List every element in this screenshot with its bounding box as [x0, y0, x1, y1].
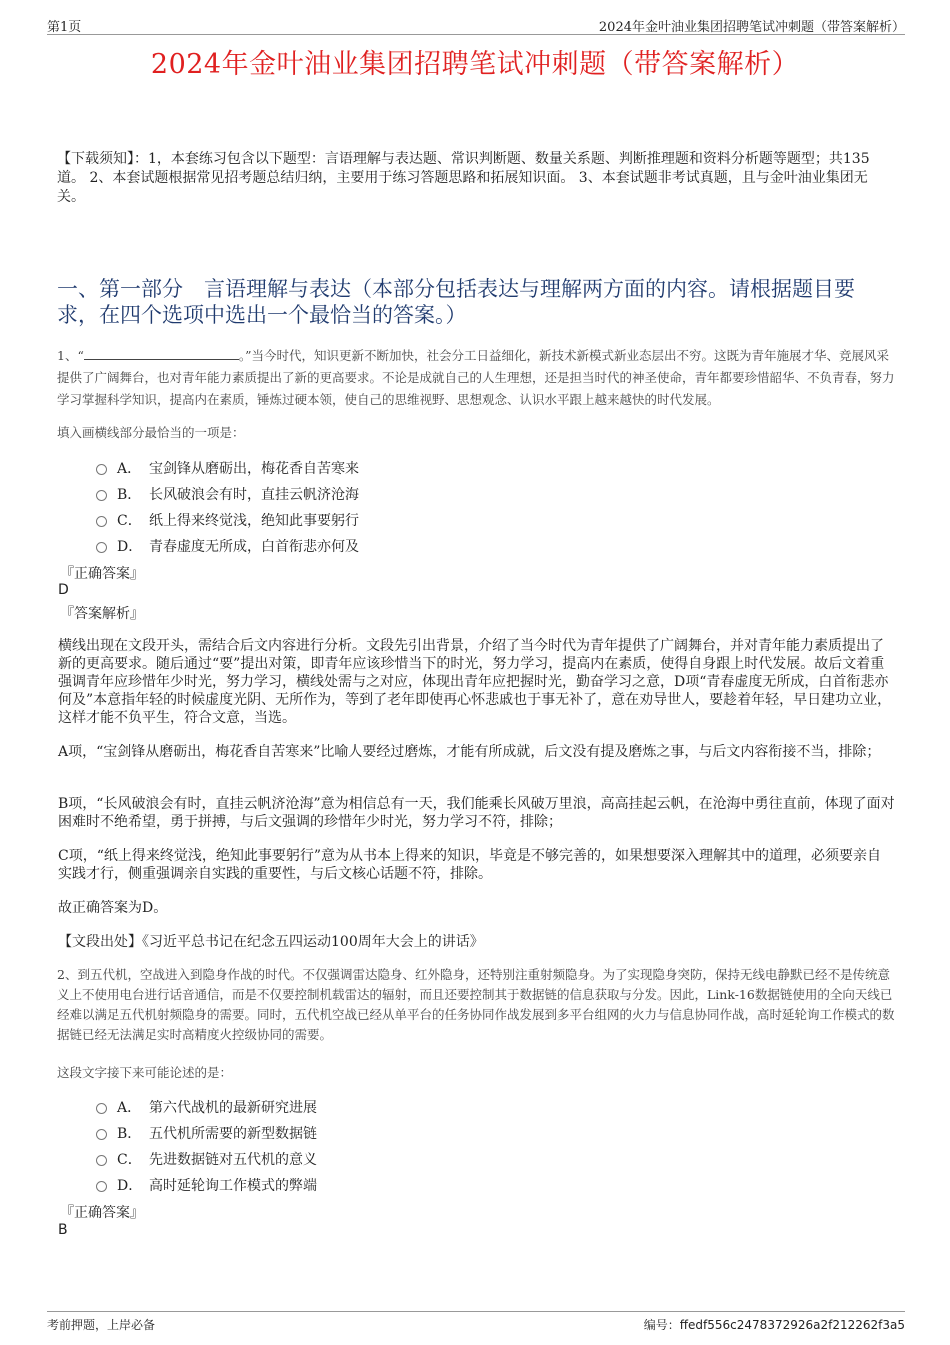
- q1-answer-label: 『正确答案』: [60, 566, 144, 582]
- question-1-stem: [57, 345, 895, 411]
- q2-option-c[interactable]: C． 先进数据链对五代机的意义: [96, 1149, 317, 1169]
- radio-icon[interactable]: [96, 1155, 107, 1166]
- q2-answer: B: [58, 1222, 68, 1238]
- question-1-text: 。”当今时代，知识更新不断加快，社会分工日益细化，新技术新模式新业态层出不穷。这既为青年施展才华、竞展风采提供了广阔舞台，也对青年能力素质提出了新的更高要求。不论是成就自己的人生理想，还是担当时代的神圣使命，青年都要珍惜韶华、不负青春，努力学习掌握科学知识，提高内在素质，锤炼过硬本领，使自己的思维视野、思想观念、认识水平跟上越来越快的时代发展。: [57, 348, 895, 407]
- q2-option-b[interactable]: B． 五代机所需要的新型数据链: [96, 1123, 317, 1143]
- header-doc-title: 2024年金叶油业集团招聘笔试冲刺题（带答案解析）: [598, 20, 905, 35]
- radio-icon[interactable]: [96, 1103, 107, 1114]
- page-footer: [47, 1311, 905, 1332]
- q1-option-c[interactable]: C． 纸上得来终觉浅，绝知此事要躬行: [96, 510, 359, 530]
- q1-option-a[interactable]: A． 宝剑锋从磨砺出，梅花香自苦寒来: [96, 458, 359, 478]
- radio-icon[interactable]: [96, 490, 107, 501]
- radio-icon[interactable]: [96, 1181, 107, 1192]
- download-notice: 【下载须知】：1，本套练习包含以下题型：言语理解与表达题、常识判断题、数量关系题、判断推理题和资料分析题等题型；共135道。 2、本套试题根据常见招考题总结归纳，主要用于练习答题思路和拓展知识面。 3、本套试题非考试真题，且与金叶油业集团无关。: [57, 151, 870, 205]
- answer-blank: [84, 347, 239, 360]
- q1-answer: D: [58, 582, 69, 598]
- radio-icon[interactable]: [96, 464, 107, 475]
- q1-conclusion: 故正确答案为D。: [58, 900, 168, 916]
- document-title: 2024年金叶油业集团招聘笔试冲刺题（带答案解析）: [150, 49, 800, 80]
- q2-option-a[interactable]: A． 第六代战机的最新研究进展: [96, 1097, 317, 1117]
- footer-code: 编号：ffedf556c2478372926a2f212262f3a5: [643, 1318, 905, 1332]
- section-heading: 一、第一部分 言语理解与表达（本部分包括表达与理解两方面的内容。请根据题目要求，在四个选项中选出一个最恰当的答案。）: [57, 277, 855, 327]
- page-header: [47, 14, 905, 35]
- radio-icon[interactable]: [96, 516, 107, 527]
- q1-analysis-c: C项，“纸上得来终觉浅，绝知此事要躬行”意为从书本上得来的知识，毕竟是不够完善的，如果想要深入理解其中的道理，必须要亲自实践才行，侧重强调亲自实践的重要性，与后文核心话题不符，排除。: [58, 848, 882, 882]
- q1-option-b[interactable]: B． 长风破浪会有时，直挂云帆济沧海: [96, 484, 359, 504]
- q1-source: 【文段出处】《习近平总书记在纪念五四运动100周年大会上的讲话》: [58, 934, 484, 950]
- page-number: 第1页: [47, 20, 82, 35]
- radio-icon[interactable]: [96, 1129, 107, 1140]
- question-2-stem: 2、到五代机，空战进入到隐身作战的时代。不仅强调雷达隐身、红外隐身，还特别注重射频隐身。为了实现隐身突防，保持无线电静默已经不是传统意义上不使用电台进行话音通信，而是不仅要控制机载雷达的辐射，而且还要控制其于数据链的信息获取与分发。因此，Link-16数据链使用的全向天线已经难以满足五代机射频隐身的需要。同时，五代机空战已经从单平台的任务协同作战发展到多平台组网的火力与信息协同作战，高时延轮询工作模式的数据链已经无法满足实时高精度火控级协同的需要。: [57, 967, 895, 1042]
- q1-analysis-label: 『答案解析』: [60, 606, 144, 622]
- q1-analysis-main: 横线出现在文段开头，需结合后文内容进行分析。文段先引出背景，介绍了当今时代为青年提供了广阔舞台，并对青年能力素质提出了新的更高要求。随后通过“要”提出对策，即青年应该珍惜当下的时光，努力学习，提高内在素质，使得自身跟上时代发展。故后文着重强调青年应珍惜年少时光，努力学习，横线处需与之对应，体现出青年应把握时光，勤奋学习之意，D项“青春虚度无所成，白首衔悲亦何及”本意指年轻的时候虚度光阴、无所作为，等到了老年即使再心怀悲戚也于事无补了，意在劝导世人，要趁着年轻，早日建功立业，这样才能不负平生，符合文意，当选。: [58, 638, 892, 726]
- q2-answer-label: 『正确答案』: [60, 1205, 144, 1221]
- footer-slogan: 考前押题，上岸必备: [47, 1318, 156, 1332]
- q1-analysis-b: B项，“长风破浪会有时，直挂云帆济沧海”意为相信总有一天，我们能乘长风破万里浪，高高挂起云帆，在沧海中勇往直前，体现了面对困难时不绝希望，勇于拼搏，与后文强调的珍惜年少时光，努力学习不符，排除；: [58, 796, 895, 830]
- question-1-prefix: 1、“: [57, 348, 84, 363]
- question-2-ask: 这段文字接下来可能论述的是：: [57, 1065, 233, 1080]
- q2-option-d[interactable]: D． 高时延轮询工作模式的弊端: [96, 1175, 317, 1195]
- q1-analysis-a: A项，“宝剑锋从磨砺出，梅花香自苦寒来”比喻人要经过磨炼，才能有所成就，后文没有提及磨炼之事，与后文内容衔接不当，排除；: [58, 744, 881, 760]
- q1-option-d[interactable]: D． 青春虚度无所成，白首衔悲亦何及: [96, 536, 359, 556]
- radio-icon[interactable]: [96, 542, 107, 553]
- question-1-ask: 填入画横线部分最恰当的一项是：: [57, 425, 245, 440]
